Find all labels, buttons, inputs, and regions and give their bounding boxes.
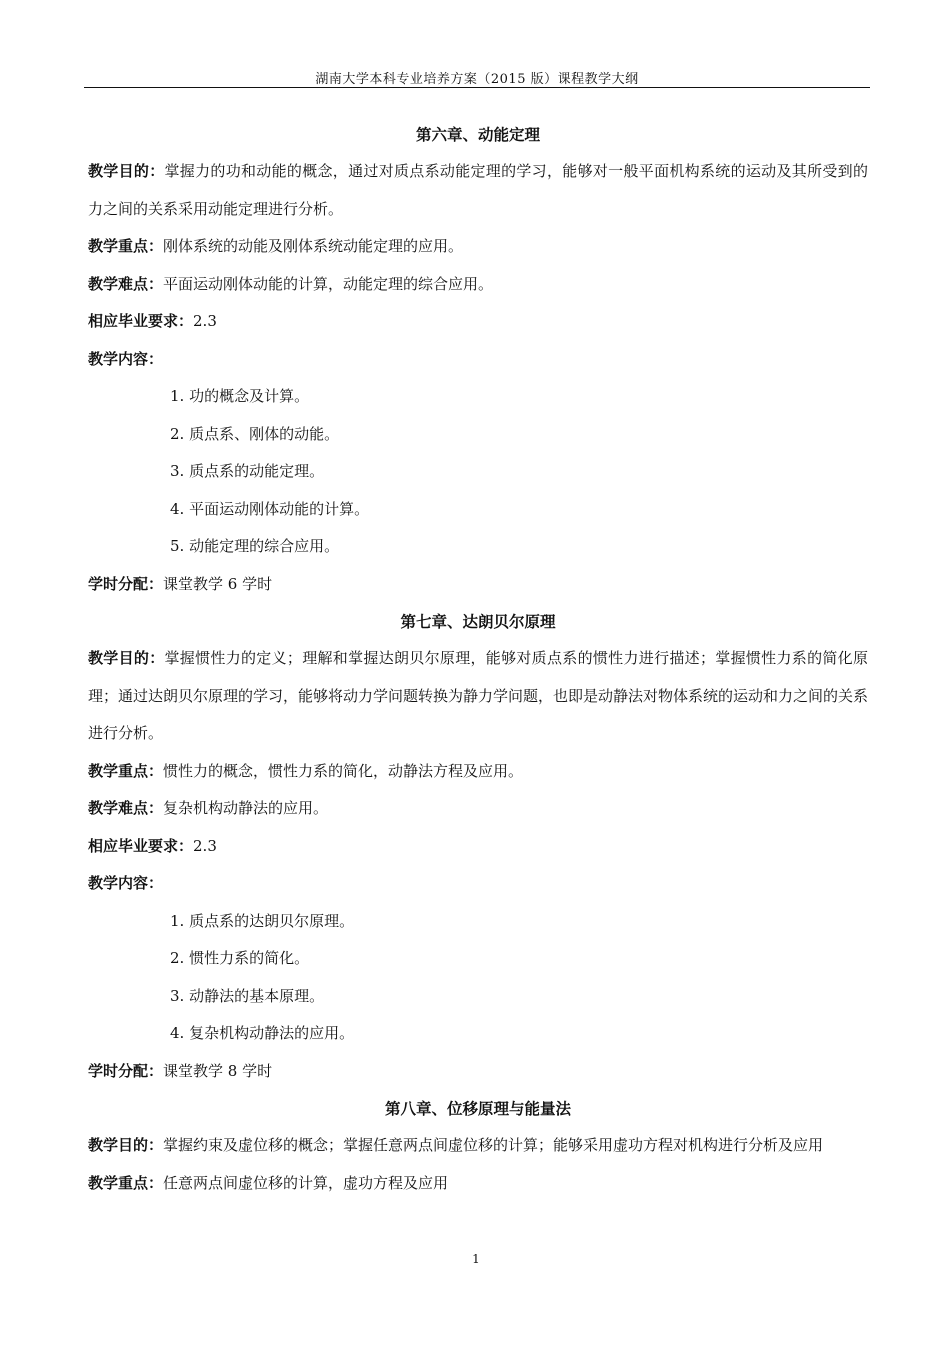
list-item: 3. 动静法的基本原理。 <box>170 986 325 1005</box>
list-item: 1. 质点系的达朗贝尔原理。 <box>170 911 355 930</box>
document-body <box>88 116 868 1202</box>
chapter-title: 第六章、动能定理 <box>415 125 540 144</box>
text: 平面运动刚体动能的计算，动能定理的综合应用。 <box>163 274 494 293</box>
graduation-requirement <box>88 303 868 341</box>
list-item: 3. 质点系的动能定理。 <box>170 462 325 480</box>
label: 教学重点： <box>88 761 164 780</box>
page-number: 1 <box>472 1252 480 1266</box>
chapter-title: 第七章、达朗贝尔原理 <box>400 612 556 631</box>
label: 学时分配： <box>88 574 164 593</box>
text: 任意两点间虚位移的计算，虚功方程及应用 <box>163 1173 449 1192</box>
label: 教学重点： <box>88 1173 164 1192</box>
text: 2.3 <box>193 312 217 330</box>
teaching-content-label <box>88 341 868 379</box>
list-item: 4. 复杂机构动静法的应用。 <box>170 1024 355 1042</box>
teaching-purpose <box>88 640 868 753</box>
text: 掌握约束及虚位移的概念；掌握任意两点间虚位移的计算；能够采用虚功方程对机构进行分析及应用 <box>163 1136 824 1154</box>
teaching-content-label <box>88 865 868 903</box>
hours-allocation <box>88 566 868 604</box>
text: 课堂教学 6 学时 <box>163 574 273 593</box>
page-header-title: 湖南大学本科专业培养方案（2015 版）课程教学大纲 <box>315 72 639 87</box>
text: 惯性力的概念，惯性力系的简化，动静法方程及应用。 <box>163 761 524 780</box>
text: 刚体系统的动能及刚体系统动能定理的应用。 <box>163 237 464 255</box>
label: 教学目的： <box>88 1136 164 1154</box>
label: 学时分配： <box>88 1061 164 1080</box>
label: 教学难点： <box>88 274 164 293</box>
graduation-requirement <box>88 828 868 866</box>
teaching-purpose <box>88 153 868 228</box>
label: 教学目的： <box>88 649 165 667</box>
text: 课堂教学 8 学时 <box>163 1061 273 1080</box>
hours-allocation <box>88 1053 868 1091</box>
list-item: 2. 惯性力系的简化。 <box>170 949 310 967</box>
label: 教学难点： <box>88 799 164 817</box>
label: 教学内容： <box>88 874 164 892</box>
header-rule <box>84 87 870 88</box>
text: 2.3 <box>193 836 217 855</box>
label: 教学目的： <box>88 162 165 180</box>
text: 复杂机构动静法的应用。 <box>163 799 329 817</box>
teaching-key-points <box>88 1165 868 1203</box>
text: 掌握力的功和动能的概念，通过对质点系动能定理的学习，能够对一般平面机构系统的运动及其所受到的力之间的关系采用动能定理进行分析。 <box>88 162 868 218</box>
list-item: 4. 平面运动刚体动能的计算。 <box>170 499 370 518</box>
list-item: 2. 质点系、刚体的动能。 <box>170 424 340 443</box>
label: 教学重点： <box>88 237 164 255</box>
teaching-key-points <box>88 753 868 791</box>
label: 教学内容： <box>88 349 164 368</box>
text: 掌握惯性力的定义；理解和掌握达朗贝尔原理，能够对质点系的惯性力进行描述；掌握惯性力系的简化原理；通过达朗贝尔原理的学习，能够将动力学问题转换为静力学问题，也即是动静法对物体系统的运动和力之间的关系进行分析。 <box>88 649 869 742</box>
chapter-title: 第八章、位移原理与能量法 <box>384 1099 571 1118</box>
label: 相应毕业要求： <box>88 312 194 330</box>
teaching-difficulties <box>88 266 868 304</box>
teaching-purpose <box>88 1127 868 1165</box>
teaching-key-points <box>88 228 868 266</box>
list-item: 1. 功的概念及计算。 <box>170 387 310 405</box>
label: 相应毕业要求： <box>88 836 194 855</box>
list-item: 5. 动能定理的综合应用。 <box>170 537 340 555</box>
teaching-difficulties <box>88 790 868 828</box>
